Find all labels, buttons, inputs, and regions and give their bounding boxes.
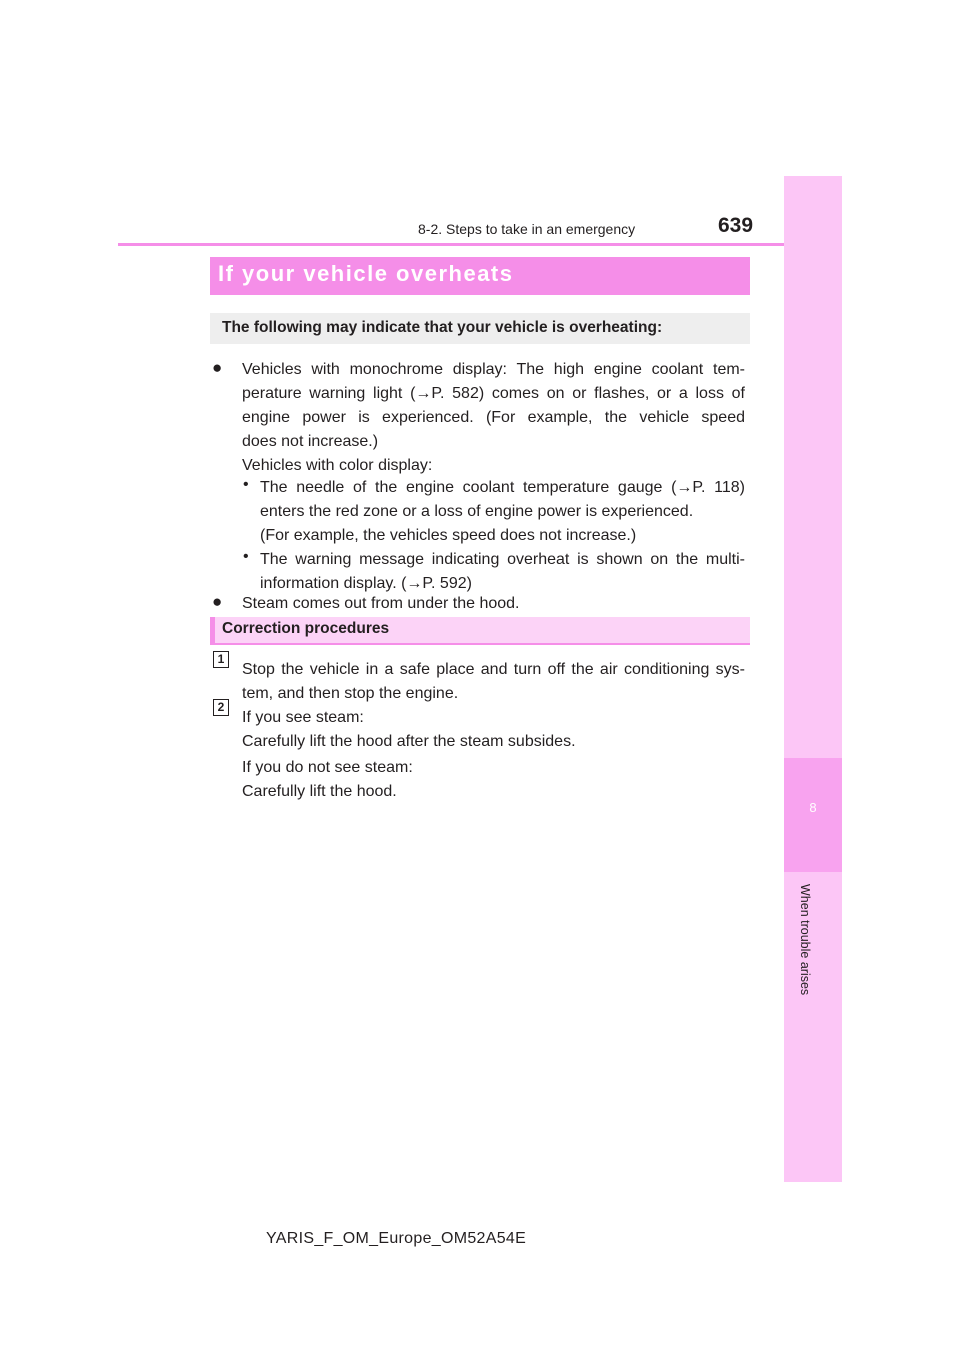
- bullet-1-line-3: engine power is experienced. (For example, the vehicle speed: [242, 409, 745, 426]
- header-section-title: 8-2. Steps to take in an emergency: [418, 221, 636, 237]
- bullet-1-line-4: does not increase.): [242, 433, 379, 450]
- section-title: If your vehicle overheats: [218, 261, 514, 286]
- sub-item-1-line-2: enters the red zone or a loss of engine power is experienced.: [260, 503, 694, 520]
- chapter-number-box: [784, 758, 842, 872]
- chapter-side-tab: [784, 176, 842, 1182]
- step-2-line-3: If you do not see steam:: [242, 759, 413, 776]
- chapter-number: 8: [809, 800, 817, 815]
- step-2-line-4: Carefully lift the hood.: [242, 783, 397, 800]
- sub-bullet-icon: •: [243, 476, 249, 493]
- sub-item-1-line-1: The needle of the engine coolant temperature gauge (→P. 118): [260, 479, 745, 496]
- bullet-2-line-1: Steam comes out from under the hood.: [242, 595, 520, 612]
- bullet-icon: ●: [212, 592, 223, 611]
- sub-item-2-line-2: information display. (→P. 592): [260, 575, 472, 592]
- document-code: YARIS_F_OM_Europe_OM52A54E: [266, 1230, 527, 1247]
- sub-item-2-line-1: The warning message indicating overheat is shown on the multi-: [260, 551, 745, 568]
- chapter-title-vertical: [798, 884, 818, 1014]
- intro-text: The following may indicate that your vehicle is overheating:: [222, 319, 663, 336]
- sub-item-1-line-3: (For example, the vehicles speed does not increase.): [260, 527, 637, 544]
- bullet-1-line-2: perature warning light (→P. 582) comes on or flashes, or a loss of: [242, 385, 745, 402]
- step-2-line-1: If you see steam:: [242, 709, 364, 726]
- step-number-badge: 2: [213, 699, 229, 716]
- bullet-icon: ●: [212, 358, 223, 377]
- bullet-1-line-5: Vehicles with color display:: [242, 457, 433, 474]
- page-number: 639: [718, 214, 754, 237]
- step-2-line-2: Carefully lift the hood after the steam subsides.: [242, 733, 576, 750]
- correction-heading-underline: [210, 643, 750, 645]
- step-number-badge: 1: [213, 651, 229, 668]
- chapter-title: When trouble arises: [798, 884, 812, 996]
- bullet-1-line-1: Vehicles with monochrome display: The high engine coolant tem-: [242, 361, 745, 378]
- step-1-line-1: Stop the vehicle in a safe place and turn off the air conditioning sys-: [242, 661, 745, 678]
- header-divider: [118, 243, 840, 246]
- sub-bullet-icon: •: [243, 548, 249, 565]
- correction-heading: Correction procedures: [222, 620, 390, 637]
- step-1-line-2: tem, and then stop the engine.: [242, 685, 459, 702]
